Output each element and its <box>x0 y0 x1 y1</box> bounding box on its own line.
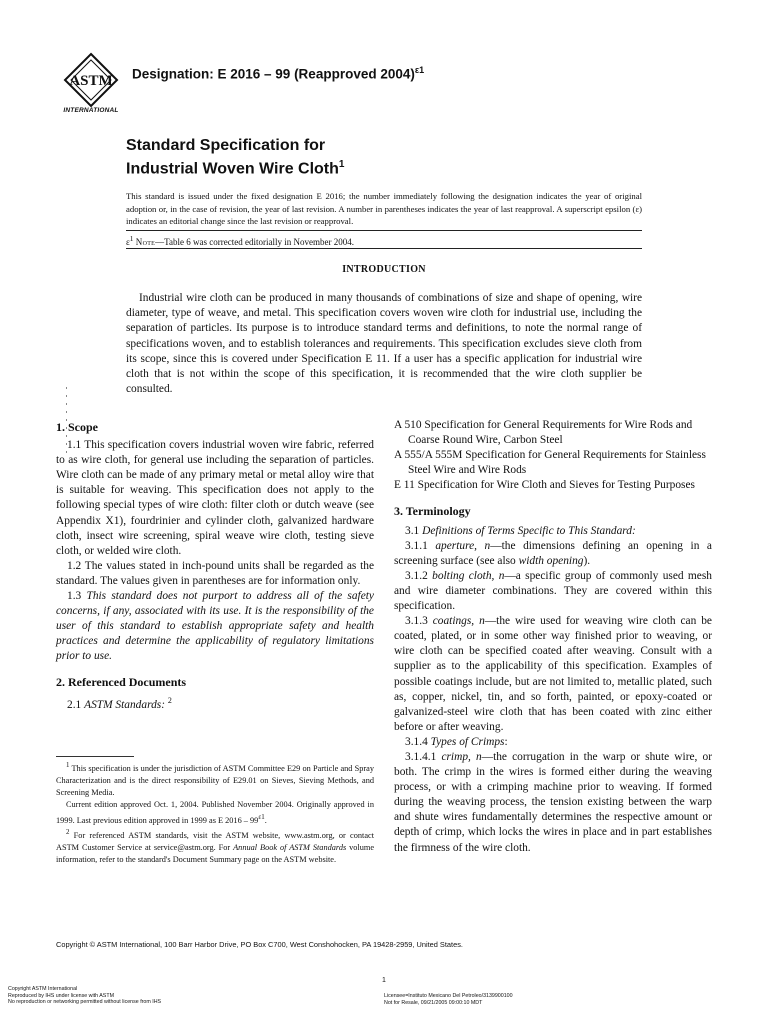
term-3-1-4-end: : <box>504 735 508 748</box>
footnote-1-sup: 1 <box>66 762 70 769</box>
term-3-1-1-see: width opening <box>518 554 584 567</box>
term-3-1-4-label: Types of Crimps <box>430 735 505 748</box>
epsilon-sup: 1 <box>129 234 134 243</box>
introduction-body: Industrial wire cloth can be produced in many thousands of combinations of size and shape of opening, wire diameter, type of weave, and metal. This specification covers woven wire cloth for industrial use, including the separation of particles. Its purpose is to introduce standard terms and definitions, to note the normal range of specifications woven, and to establish tolerances and requirements. This specification excludes sieve cloth from its scope, since this is covered under Specification E 11. If a user has a specific application for industrial wire cloth that is not within the scope of this specification, it is recommended that the wire cloth supplier be consulted. <box>126 292 642 396</box>
term-3-1-3-term: coatings, n <box>432 615 485 628</box>
term-3-1-3-num: 3.1.3 <box>405 615 428 628</box>
epsilon: ε <box>126 237 130 247</box>
footnote-2-text-b: volume information, refer to the standard's Document Summary page on the ASTM website. <box>56 842 375 864</box>
scope-1-3 <box>56 589 374 664</box>
term-3-1-1-text: —the dimensions defining an opening in a screening surface (see also <box>394 539 712 567</box>
term-3-1-1-end: ). <box>583 554 591 567</box>
section-3-heading: 3. Terminology <box>394 504 471 519</box>
section-1-heading: 1. Scope <box>56 420 98 434</box>
note-label: Note <box>135 237 156 247</box>
term-3-1-1-term: aperture, n <box>435 539 491 552</box>
reference-item: E 11 Specification for Wire Cloth and Sieves for Testing Purposes <box>394 479 695 492</box>
ref-2-1-num: 2.1 <box>67 698 82 711</box>
astm-logo <box>60 52 122 118</box>
term-3-1-4 <box>394 735 712 750</box>
logo-letters: ASTM <box>69 73 113 89</box>
reference-item: A 510 Specification for General Requirements for Wire Rods and Coarse Round Wire, Carbon Steel <box>394 419 693 447</box>
divider <box>126 230 642 231</box>
copyright-line: Copyright © ASTM International, 100 Barr Harbor Drive, PO Box C700, West Conshohocken, PA 19428-2959, United States. <box>56 940 463 949</box>
term-3-1-1-num: 3.1.1 <box>405 539 428 552</box>
scope-1-3-num: 1.3 <box>67 590 82 603</box>
divider <box>126 248 642 249</box>
footnote-2-italic: Annual Book of ASTM Standards <box>233 842 347 852</box>
reference-item: A 555/A 555M Specification for General Requirements for Stainless Steel Wire and Wire Rods <box>394 449 706 477</box>
scope-1-1: 1.1 This specification covers industrial woven wire fabric, referred to as wire cloth, for general use including the separation of particles. Wire cloth can be made of any primary metal or metal alloy wire that is suitable for weaving. This specification does not apply to the following special types of wire cloth: filter cloth or dutch weave (see Appendix X1), fourdrinier and cylinder cloth, galvanized hardware cloth, insect wire screening, spiral weave wire cloth, testing sieve cloth, or welded wire cloth. <box>56 439 374 557</box>
term-3-1-4-num: 3.1.4 <box>405 735 428 748</box>
term-3-1-4-1-text: —the corrugation in the warp or shute wire, or both. The crimp in the wires is formed either during the weaving process, or with a crimping machine prior to weaving. If formed during the weaving process, the tension existing between the warp and shute wires fundamentally determines the respective amount or depth of crimp, which locks the wires in place and in part establishes the firmness of the wire cloth. <box>394 750 712 854</box>
term-3-1-label: Definitions of Terms Specific to This Standard: <box>422 524 636 537</box>
title-footnote-ref: 1 <box>338 159 345 170</box>
footnote-1-edition-sup: ε1 <box>258 813 265 821</box>
term-3-1-2-term: bolting cloth, n <box>432 569 505 582</box>
footer-left-line: Copyright ASTM International <box>8 986 78 992</box>
scope-1-3-text: This standard does not purport to address all of the safety concerns, if any, associated with its use. It is the responsibility of the user of this standard to establish appropriate safety and health practices and determine the applicability of regulatory limitations prior to use. <box>56 590 374 663</box>
page-number: 1 <box>382 977 386 984</box>
footer-left <box>8 986 161 1006</box>
term-3-1 <box>394 524 712 539</box>
ref-2-1 <box>56 693 374 713</box>
designation-text: Designation: E 2016 – 99 (Reapproved 2004) <box>132 66 415 82</box>
ref-2-1-sup: 2 <box>167 695 172 705</box>
right-column <box>394 418 712 856</box>
footnote-1-edition-end: . <box>264 815 267 825</box>
term-3-1-4-1-term: crimp, n <box>441 750 482 763</box>
title-line-2: Industrial Woven Wire Cloth <box>126 160 339 178</box>
term-3-1-3 <box>394 614 712 735</box>
astm-seal-icon <box>60 52 122 108</box>
footnote-2-text-a: For referenced ASTM standards, visit the ASTM website, www.astm.org, or contact ASTM Customer Service at service@astm.org. For <box>56 830 374 852</box>
logo-subtext: INTERNATIONAL <box>63 107 119 114</box>
scope-1-2: 1.2 The values stated in inch-pound units shall be regarded as the standard. The values given in parentheses are for information only. <box>56 559 374 587</box>
term-3-1-1 <box>394 539 712 569</box>
term-3-1-4-1-num: 3.1.4.1 <box>405 750 437 763</box>
left-column <box>56 420 374 712</box>
footer-right-line: Licensee=Instituto Mexicano Del Petroleo/3139900100 <box>384 993 513 999</box>
footnote-2-sup: 2 <box>66 828 70 836</box>
footnotes <box>56 760 374 866</box>
term-3-1-2-num: 3.1.2 <box>405 569 428 582</box>
term-3-1-2 <box>394 569 712 614</box>
footnote-1-text: This specification is under the jurisdiction of ASTM Committee E29 on Particle and Spray Characterization and is the direct responsibility of E29.01 on Sieves, Sieving Methods, and Screening Media. <box>56 763 374 798</box>
footer-right <box>384 993 513 1006</box>
section-2-heading: 2. Referenced Documents <box>56 674 187 689</box>
footer-right-line: Not for Resale, 09/21/2005 09:00:10 MDT <box>384 999 483 1006</box>
footer-left-line: Reproduced by IHS under license with ASTM <box>8 992 114 999</box>
preamble: This standard is issued under the fixed designation E 2016; the number immediately following the designation indicates the year of original adoption or, in the case of revision, the year of last revision. A number in parentheses indicates the year of last reapproval. A superscript epsilon (ε) indicates an editorial change since the last revision or reapproval. <box>126 191 642 227</box>
footnote-1 <box>56 760 374 799</box>
ref-2-1-label: ASTM Standards: <box>84 698 166 711</box>
term-3-1-num: 3.1 <box>405 524 420 537</box>
footnote-divider <box>56 756 134 757</box>
title-line-1: Standard Specification for <box>126 137 326 154</box>
footnote-1-edition <box>56 799 374 826</box>
term-3-1-2-text: —a specific group of commonly used mesh and wire diameter combinations. They are covered within this specification. <box>394 569 712 613</box>
term-3-1-4-1 <box>394 750 712 856</box>
footnote-1-edition-text: Current edition approved Oct. 1, 2004. Published November 2004. Originally approved in 1999. Last previous edition approved in 1999 as E 2016 – 99 <box>56 800 374 825</box>
designation <box>132 65 424 82</box>
term-3-1-3-text: —the wire used for weaving wire cloth can be coated, plated, or in some other way finished prior to weaving, or wire cloth can be specified coated after weaving. Consult with a supplier as to the applicability of this specification. Examples of possible coatings include, but are not limited to, metallic plated, such as, copper, nickel, tin, and so forth, painted, or epoxy-coated or galvanized-steel wire cloth that has been coated with zinc either before or after weaving. <box>394 615 712 733</box>
note-text: —Table 6 was corrected editorially in November 2004. <box>155 237 354 247</box>
footer-left-line: No reproduction or networking permitted without license from IHS <box>8 999 162 1006</box>
introduction-heading: INTRODUCTION <box>342 264 426 275</box>
designation-superscript: ε1 <box>414 65 425 75</box>
document-title <box>126 136 344 178</box>
editorial-note <box>126 234 354 247</box>
title-line-2-wrap <box>126 155 344 178</box>
footnote-2 <box>56 827 374 866</box>
